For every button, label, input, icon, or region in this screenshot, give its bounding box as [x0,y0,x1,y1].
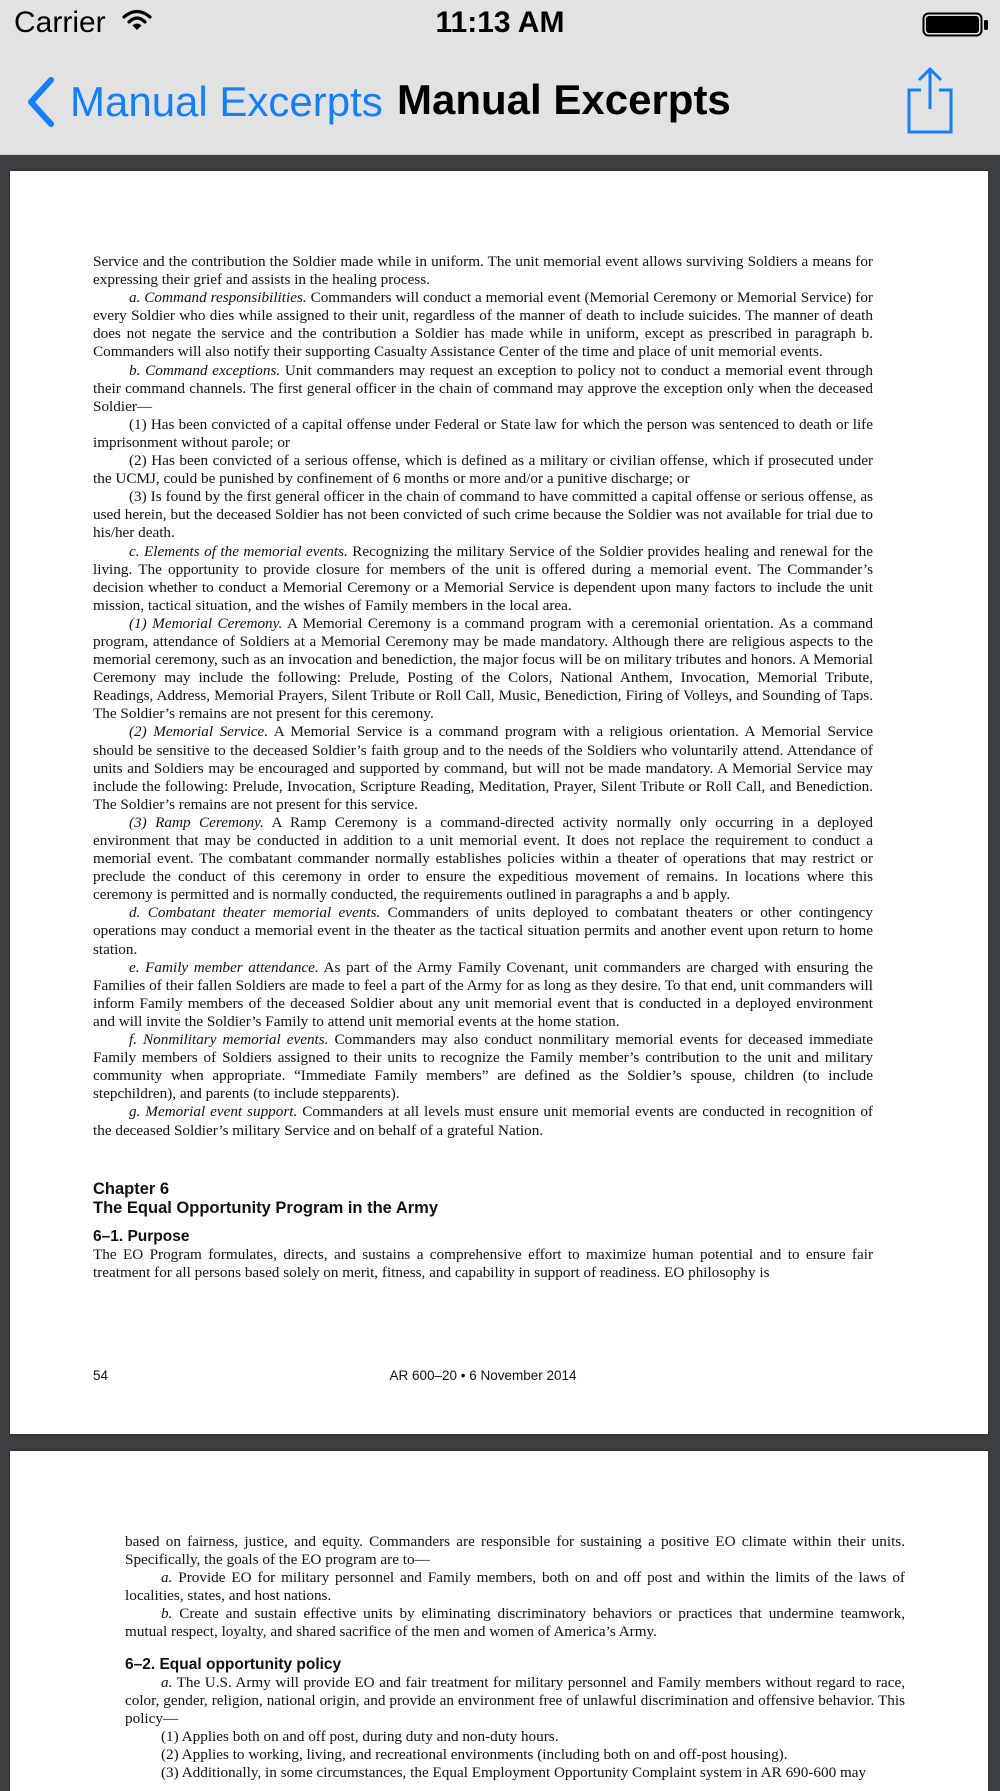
share-icon [906,66,954,136]
paragraph: b. Create and sustain effective units by eliminating discriminatory behaviors or practices that undermine teamwork, mutual respect, loyalty, and shared sacrifice of the men and women of America’s Army. [125,1605,905,1641]
paragraph: based on fairness, justice, and equity. Commanders are responsible for sustaining a positive EO climate within their units. Specifically, the goals of the EO program are to— [125,1533,905,1569]
paragraph: c. Elements of the memorial events. Recognizing the military Service of the Soldier provides healing and renewal for the living. The opportunity to provide closure for members of the unit is offered during a memorial event. The Commander’s decision whether to conduct a Memorial Ceremony or a Memorial Service is dependent upon many factors to include the unit mission, tactical situation, and the wishes of Family members in the local area. [93,542,873,614]
paragraph: a. Provide EO for military personnel and Family members, both on and off post and within the limits of the laws of localities, states, and host nations. [125,1569,905,1605]
paragraph-lead: a. Command responsibilities. [129,289,307,307]
paragraph: (3) Is found by the first general officer in the chain of command to have committed a capital offense or serious offense, as used herein, but the deceased Soldier has not been convicted of such crime because the Soldier was not available for trial due to his/her death. [93,488,873,542]
paragraph-lead: e. Family member attendance. [129,958,319,976]
page-1-paragraphs [93,253,873,1140]
paragraph: a. Command responsibilities. Commanders will conduct a memorial event (Memorial Ceremony or Memorial Service) for every Soldier who dies while assigned to their unit, regardless of the manner of death to include suicides. The manner of death does not negate the service and the contribution a Soldier has made while in uniform, except as prescribed in paragraph b. Commanders will also notify their supporting Casualty Assistance Center of the time and place of unit memorial events. [93,289,873,361]
paragraph: Service and the contribution the Soldier made while in uniform. The unit memorial event allows surviving Soldiers a means for expressing their grief and assists in the healing process. [93,253,873,289]
paragraph: (1) Applies both on and off post, during duty and non-duty hours. [161,1727,559,1745]
status-bar [0,0,1000,50]
back-button-label: Manual Excerpts [70,78,383,125]
paragraph-lead: (2) Memorial Service. [129,723,269,741]
paragraph-lead: c. Elements of the memorial events. [129,542,348,560]
paragraph: f. Nonmilitary memorial events. Commanders may also conduct nonmilitary memorial events for deceased immediate Family members of Soldiers assigned to their units to recognize the Family member’s contribution to the unit and military community when appropriate. “Immediate Family members” are defined as the Soldier’s spouse, children (to include stepchildren), and parents (to include stepparents). [93,1031,874,1103]
chevron-left-icon [26,77,56,127]
paragraph: (3) Additionally, in some circumstances, the Equal Employment Opportunity Complaint system in AR 690-600 may [161,1764,867,1782]
document-page-1 [10,171,988,1434]
paragraph: (2) Has been convicted of a serious offense, which is defined as a military or civilian offense, which if prosecuted under the UCMJ, could be punished by confinement of 6 months or more and/or a punitive discharge; or [93,452,873,488]
paragraph: a. The U.S. Army will provide EO and fair treatment for military personnel and Family members without regard to race, color, gender, religion, national origin, and provide an environment free of unlawful discrimination and offensive behavior. This policy— [125,1673,905,1727]
page-title: Manual Excerpts [397,76,731,123]
document-page-2 [10,1451,988,1791]
paragraph-lead: g. Memorial event support. [129,1103,298,1121]
paragraph: d. Combatant theater memorial events. Commanders of units deployed to combatant theaters or other contingency operations may conduct a memorial event in the theater as the tactical situation permits and another event upon return to home station. [93,904,873,958]
paragraph-lead: a. [161,1673,173,1691]
section-text-purpose: The EO Program formulates, directs, and sustains a comprehensive effort to maximize human potential and to ensure fair treatment for all persons based solely on merit, fitness, and capability in support of readiness. EO philosophy is [93,1245,873,1281]
paragraph-lead: b. [161,1605,173,1623]
carrier-label: Carrier [14,6,106,39]
chapter-title: The Equal Opportunity Program in the Army [93,1198,439,1217]
navigation-bar [0,50,1000,155]
paragraph: (3) Ramp Ceremony. A Ramp Ceremony is a command-directed activity normally only occurring in a deployed environment that may be conducted in addition to a unit memorial event. It does not replace the requirement to conduct a memorial event. The combatant commander normally establishes policies within a theater of operations that may restrict or preclude the conduct of this ceremony in order to ensure the expeditious movement of remains. In locations where this ceremony is permitted and is normally conducted, the requirements outlined in paragraphs a and b apply. [93,813,873,904]
paragraph: (1) Has been convicted of a capital offense under Federal or State law for which the person was sentenced to death or life imprisonment without parole; or [93,415,873,451]
paragraph: (2) Memorial Service. A Memorial Service is a command program with a religious orientation. A Memorial Service should be sensitive to the deceased Soldier’s faith group and to the needs of the Soldiers who voluntarily attend. Attendance of units and Soldiers may be encouraged and supported by command, but will not be made mandatory. A Memorial Service may include the following: Prelude, Invocation, Scripture Reading, Meditation, Prayer, Silent Tribute or Roll Call, and Benediction. The Soldier’s remains are not present for this service. [93,723,873,813]
chapter-number: Chapter 6 [93,1179,170,1198]
page-2-paragraphs [125,1533,905,1642]
policy-paragraphs [125,1674,905,1783]
page-number: 54 [93,1368,109,1383]
share-button[interactable] [906,66,954,141]
paragraph-lead: (1) Memorial Ceremony. [129,614,283,632]
page-1-body [93,253,873,1282]
paragraph: e. Family member attendance. As part of the Army Family Covenant, unit commanders are charged with ensuring the Families of their fallen Soldiers are made to feel a part of the Army for as long as they desire. To that end, unit commanders will inform Family members of the deceased Soldier about any unit memorial event that is conducted in a deployed environment and will invite the Soldier’s Family to attend unit memorial events at the home station. [93,958,874,1030]
back-button[interactable] [26,74,383,130]
paragraph-lead: (3) Ramp Ceremony. [129,813,264,831]
paragraph-lead: f. Nonmilitary memorial events. [129,1031,329,1049]
paragraph: (1) Memorial Ceremony. A Memorial Ceremony is a command program with a ceremonial orientation. As a command program, attendance of Soldiers at a Memorial Ceremony may be made mandatory. Although there are religious aspects to the memorial ceremony, such as an invocation and benediction, the major focus will be on military tributes and honors. A Memorial Ceremony may include the following: Prelude, Posting of the Colors, National Anthem, Invocation, Memorial Tribute, Readings, Address, Memorial Prayers, Silent Tribute or Roll Call, Music, Benediction, Firing of Volleys, and Sounding of Taps. The Soldier’s remains are not present for this ceremony. [93,614,873,723]
page-2-body [125,1533,905,1782]
paragraph: b. Command exceptions. Unit commanders may request an exception to policy not to conduct a memorial event through their command channels. The first general officer in the chain of command may approve the exception only when the deceased Soldier— [93,361,873,415]
document-reference: AR 600–20 • 6 November 2014 [389,1368,577,1383]
section-heading-purpose: 6–1. Purpose [93,1227,190,1245]
paragraph-lead: d. Combatant theater memorial events. [129,904,381,922]
section-heading-policy: 6–2. Equal opportunity policy [125,1655,342,1673]
paragraph-lead: a. [161,1569,173,1587]
paragraph: g. Memorial event support. Commanders at all levels must ensure unit memorial events are conducted in recognition of the deceased Soldier’s military Service and on behalf of a grateful Nation. [93,1103,873,1139]
clock-time: 11:13 AM [435,6,565,39]
paragraph: (2) Applies to working, living, and recreational environments (including both on and off-post housing). [161,1745,788,1763]
battery-icon [922,12,990,43]
paragraph-lead: b. Command exceptions. [129,361,281,379]
